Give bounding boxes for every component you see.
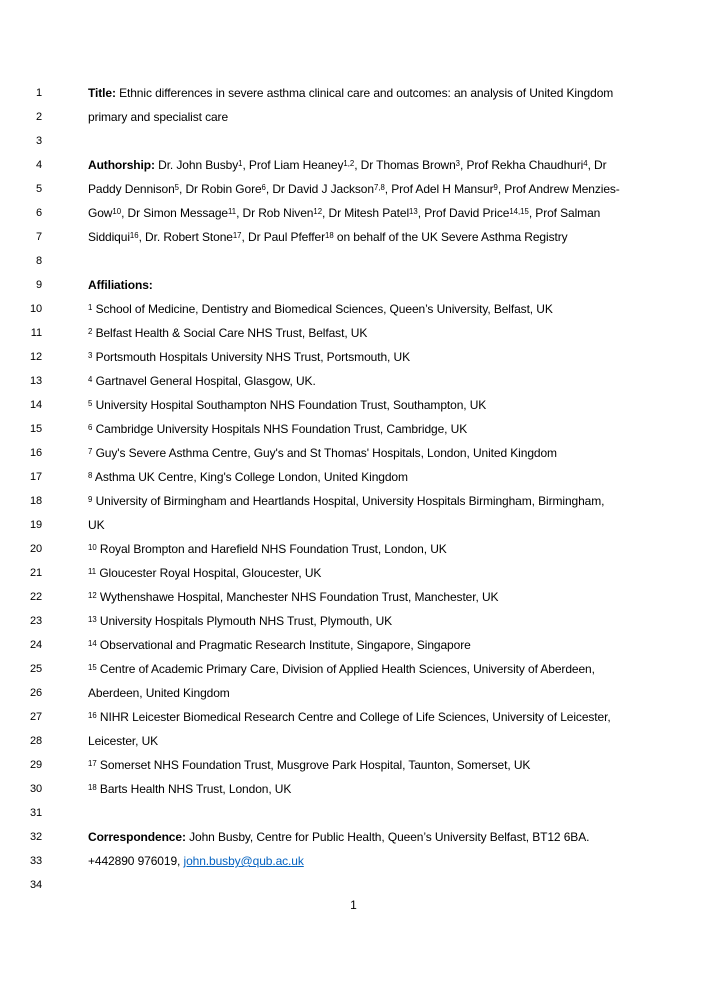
- document-line: [0, 273, 707, 297]
- text-segment: Wythenshawe Hospital, Manchester NHS Foundation Trust, Manchester, UK: [96, 590, 499, 604]
- document-line: [0, 177, 707, 201]
- text-segment: Belfast Health & Social Care NHS Trust, Belfast, UK: [92, 326, 368, 340]
- line-number: 18: [29, 495, 42, 507]
- text-segment: Paddy Dennison: [88, 182, 175, 196]
- line-number: 15: [29, 423, 42, 435]
- superscript-ref: 17: [232, 230, 242, 240]
- superscript-ref: 5: [88, 398, 93, 408]
- text-segment: Royal Brompton and Harefield NHS Foundation Trust, London, UK: [96, 542, 447, 556]
- superscript-ref: 8: [88, 470, 93, 480]
- text-segment: , Dr Mitesh Patel: [322, 206, 410, 220]
- superscript-ref: 16: [129, 230, 139, 240]
- line-text: [88, 177, 620, 201]
- bold-label: Correspondence:: [88, 830, 186, 844]
- document-line: [0, 153, 707, 177]
- page-number: 1: [350, 898, 357, 912]
- line-number: 10: [29, 303, 42, 315]
- text-segment: Aberdeen, United Kingdom: [88, 686, 230, 700]
- superscript-ref: 4: [88, 374, 93, 384]
- text-segment: Somerset NHS Foundation Trust, Musgrove Park Hospital, Taunton, Somerset, UK: [96, 758, 531, 772]
- text-segment: School of Medicine, Dentistry and Biomedical Sciences, Queen’s University, Belfast, UK: [92, 302, 553, 316]
- line-text: [88, 489, 604, 513]
- text-segment: , Prof Salman: [528, 206, 601, 220]
- text-segment: , Prof Liam Heaney: [242, 158, 344, 172]
- line-number: 22: [29, 591, 42, 603]
- superscript-ref: 6: [261, 182, 266, 192]
- document-line: [0, 801, 707, 825]
- line-text: [88, 441, 557, 465]
- text-segment: Asthma UK Centre, King's College London, United Kingdom: [92, 470, 408, 484]
- superscript-ref: 14: [88, 638, 97, 648]
- line-text: [88, 705, 611, 729]
- line-number: 19: [29, 519, 42, 531]
- document-line: [0, 345, 707, 369]
- text-segment: , Dr David J Jackson: [265, 182, 374, 196]
- text-segment: , Dr: [587, 158, 607, 172]
- line-text: [88, 153, 607, 177]
- text-segment: Gow: [88, 206, 113, 220]
- superscript-ref: 11: [88, 566, 97, 576]
- document-line: [0, 393, 707, 417]
- line-text: [88, 657, 595, 681]
- line-number: 27: [29, 711, 42, 723]
- line-text: [88, 585, 498, 609]
- document-line: [0, 489, 707, 513]
- line-number: 31: [29, 807, 42, 819]
- line-text: [88, 81, 613, 105]
- line-number: 20: [29, 543, 42, 555]
- text-segment: , Prof Rekha Chaudhuri: [460, 158, 584, 172]
- document-line: [0, 561, 707, 585]
- document-line: [0, 633, 707, 657]
- line-number: 34: [29, 879, 42, 891]
- superscript-ref: 7: [88, 446, 93, 456]
- document-line: [0, 873, 707, 897]
- superscript-ref: 15: [88, 662, 97, 672]
- document-line: [0, 441, 707, 465]
- line-text: [88, 825, 589, 849]
- document-line: [0, 297, 707, 321]
- superscript-ref: 10: [112, 206, 122, 216]
- document-line: [0, 321, 707, 345]
- line-text: [88, 225, 568, 249]
- document-line: [0, 657, 707, 681]
- document-line: [0, 369, 707, 393]
- document-line: [0, 465, 707, 489]
- superscript-ref: 6: [88, 422, 93, 432]
- line-number: 21: [29, 567, 42, 579]
- bold-label: Authorship:: [88, 158, 155, 172]
- document-line: [0, 417, 707, 441]
- text-segment: Dr. John Busby: [154, 158, 239, 172]
- document-line: [0, 249, 707, 273]
- line-text: [88, 777, 291, 801]
- line-number: 6: [35, 207, 42, 219]
- superscript-ref: 17: [88, 758, 97, 768]
- line-number: 25: [29, 663, 42, 675]
- superscript-ref: 12: [313, 206, 323, 216]
- line-text: [88, 753, 530, 777]
- line-number: 26: [29, 687, 42, 699]
- line-number: 14: [29, 399, 42, 411]
- superscript-ref: 16: [88, 710, 97, 720]
- document-line: [0, 105, 707, 129]
- text-segment: on behalf of the UK Severe Asthma Registry: [333, 230, 568, 244]
- line-number: 2: [35, 111, 42, 123]
- document-line: [0, 537, 707, 561]
- line-number: 33: [29, 855, 42, 867]
- superscript-ref: 3: [455, 158, 461, 168]
- document-line: [0, 825, 707, 849]
- text-segment: primary and specialist care: [88, 110, 229, 124]
- document-line: [0, 201, 707, 225]
- line-text: [88, 105, 228, 129]
- document-line: [0, 129, 707, 153]
- text-segment: Portsmouth Hospitals University NHS Trust, Portsmouth, UK: [92, 350, 410, 364]
- line-number: 32: [29, 831, 42, 843]
- line-number: 9: [35, 279, 42, 291]
- line-number: 1: [35, 87, 42, 99]
- line-text: [88, 465, 408, 489]
- line-number: 7: [35, 231, 42, 243]
- superscript-ref: 11: [227, 206, 237, 216]
- bold-label: Title:: [88, 86, 116, 100]
- line-text: [88, 273, 153, 297]
- text-segment: Gloucester Royal Hospital, Gloucester, UK: [96, 566, 322, 580]
- document-line: [0, 849, 707, 873]
- text-segment: University Hospital Southampton NHS Foundation Trust, Southampton, UK: [92, 398, 487, 412]
- document-line: [0, 225, 707, 249]
- text-segment: , Dr Thomas Brown: [354, 158, 456, 172]
- superscript-ref: 1: [88, 302, 93, 312]
- text-segment: , Prof David Price: [417, 206, 510, 220]
- line-number: 11: [30, 327, 42, 339]
- text-segment: , Prof Adel H Mansur: [384, 182, 494, 196]
- superscript-ref: 13: [88, 614, 97, 624]
- text-segment: , Dr Rob Niven: [236, 206, 314, 220]
- text-segment: University Hospitals Plymouth NHS Trust, Plymouth, UK: [96, 614, 393, 628]
- line-text: [88, 369, 316, 393]
- document-line: [0, 609, 707, 633]
- document-line: [0, 81, 707, 105]
- line-text: [88, 849, 304, 873]
- email-link[interactable]: john.busby@qub.ac.uk: [183, 854, 304, 868]
- superscript-ref: 2: [88, 326, 93, 336]
- line-number: 24: [29, 639, 42, 651]
- text-segment: Leicester, UK: [88, 734, 159, 748]
- text-segment: , Prof Andrew Menzies-: [497, 182, 620, 196]
- text-segment: Gartnavel General Hospital, Glasgow, UK.: [92, 374, 316, 388]
- superscript-ref: 1: [238, 158, 243, 168]
- line-number: 17: [29, 471, 42, 483]
- line-text: [88, 297, 553, 321]
- line-number: 3: [35, 135, 42, 147]
- line-text: [88, 201, 600, 225]
- text-segment: Siddiqui: [88, 230, 130, 244]
- text-segment: Observational and Pragmatic Research Institute, Singapore, Singapore: [96, 638, 471, 652]
- text-segment: NIHR Leicester Biomedical Research Centre and College of Life Sciences, University of Leicester,: [96, 710, 611, 724]
- text-segment: John Busby, Centre for Public Health, Queen’s University Belfast, BT12 6BA.: [185, 830, 590, 844]
- text-segment: , Dr Paul Pfeffer: [241, 230, 325, 244]
- line-number: 28: [29, 735, 42, 747]
- document-line: [0, 585, 707, 609]
- line-text: [88, 633, 471, 657]
- line-text: [88, 345, 410, 369]
- line-number: 12: [29, 351, 42, 363]
- text-segment: Centre of Academic Primary Care, Division of Applied Health Sciences, University of Aberdeen,: [96, 662, 595, 676]
- document-line: [0, 753, 707, 777]
- superscript-ref: 3: [88, 350, 93, 360]
- superscript-ref: 5: [174, 182, 180, 192]
- superscript-ref: 14,15: [509, 206, 529, 216]
- superscript-ref: 7,8: [373, 182, 385, 192]
- line-text: [88, 321, 367, 345]
- text-segment: UK: [88, 518, 105, 532]
- document-line: [0, 777, 707, 801]
- line-number: 23: [29, 615, 42, 627]
- line-text: [88, 729, 158, 753]
- line-text: [88, 681, 230, 705]
- line-number: 8: [35, 255, 42, 267]
- text-segment: , Dr. Robert Stone: [138, 230, 233, 244]
- superscript-ref: 9: [88, 494, 93, 504]
- text-segment: Guy's Severe Asthma Centre, Guy's and St Thomas' Hospitals, London, United Kingdom: [92, 446, 557, 460]
- document-line: [0, 513, 707, 537]
- line-text: [88, 417, 467, 441]
- superscript-ref: 12: [88, 590, 97, 600]
- line-text: [88, 561, 321, 585]
- superscript-ref: 9: [493, 182, 498, 192]
- line-text: [88, 393, 486, 417]
- superscript-ref: 18: [324, 230, 334, 240]
- line-number: 29: [29, 759, 42, 771]
- document-line: [0, 729, 707, 753]
- superscript-ref: 13: [409, 206, 418, 216]
- line-number: 30: [29, 783, 42, 795]
- superscript-ref: 4: [583, 158, 588, 168]
- document-line: [0, 681, 707, 705]
- text-segment: , Dr Simon Message: [121, 206, 228, 220]
- manuscript-body: [0, 81, 707, 897]
- bold-label: Affiliations:: [88, 278, 153, 292]
- superscript-ref: 18: [88, 782, 97, 792]
- superscript-ref: 10: [88, 542, 97, 552]
- line-text: [88, 513, 104, 537]
- text-segment: University of Birmingham and Heartlands Hospital, University Hospitals Birmingham, Birmingham,: [92, 494, 605, 508]
- line-number: 4: [35, 159, 42, 171]
- document-line: [0, 705, 707, 729]
- text-segment: Cambridge University Hospitals NHS Foundation Trust, Cambridge, UK: [92, 422, 468, 436]
- line-text: [88, 537, 447, 561]
- superscript-ref: 1,2: [343, 158, 355, 168]
- line-number: 16: [29, 447, 42, 459]
- text-segment: , Dr Robin Gore: [179, 182, 262, 196]
- text-segment: Barts Health NHS Trust, London, UK: [96, 782, 292, 796]
- line-number: 5: [35, 183, 42, 195]
- line-number: 13: [29, 375, 42, 387]
- line-text: [88, 609, 392, 633]
- text-segment: Ethnic differences in severe asthma clinical care and outcomes: an analysis of United Kingdom: [115, 86, 614, 100]
- text-segment: +442890 976019,: [88, 854, 184, 868]
